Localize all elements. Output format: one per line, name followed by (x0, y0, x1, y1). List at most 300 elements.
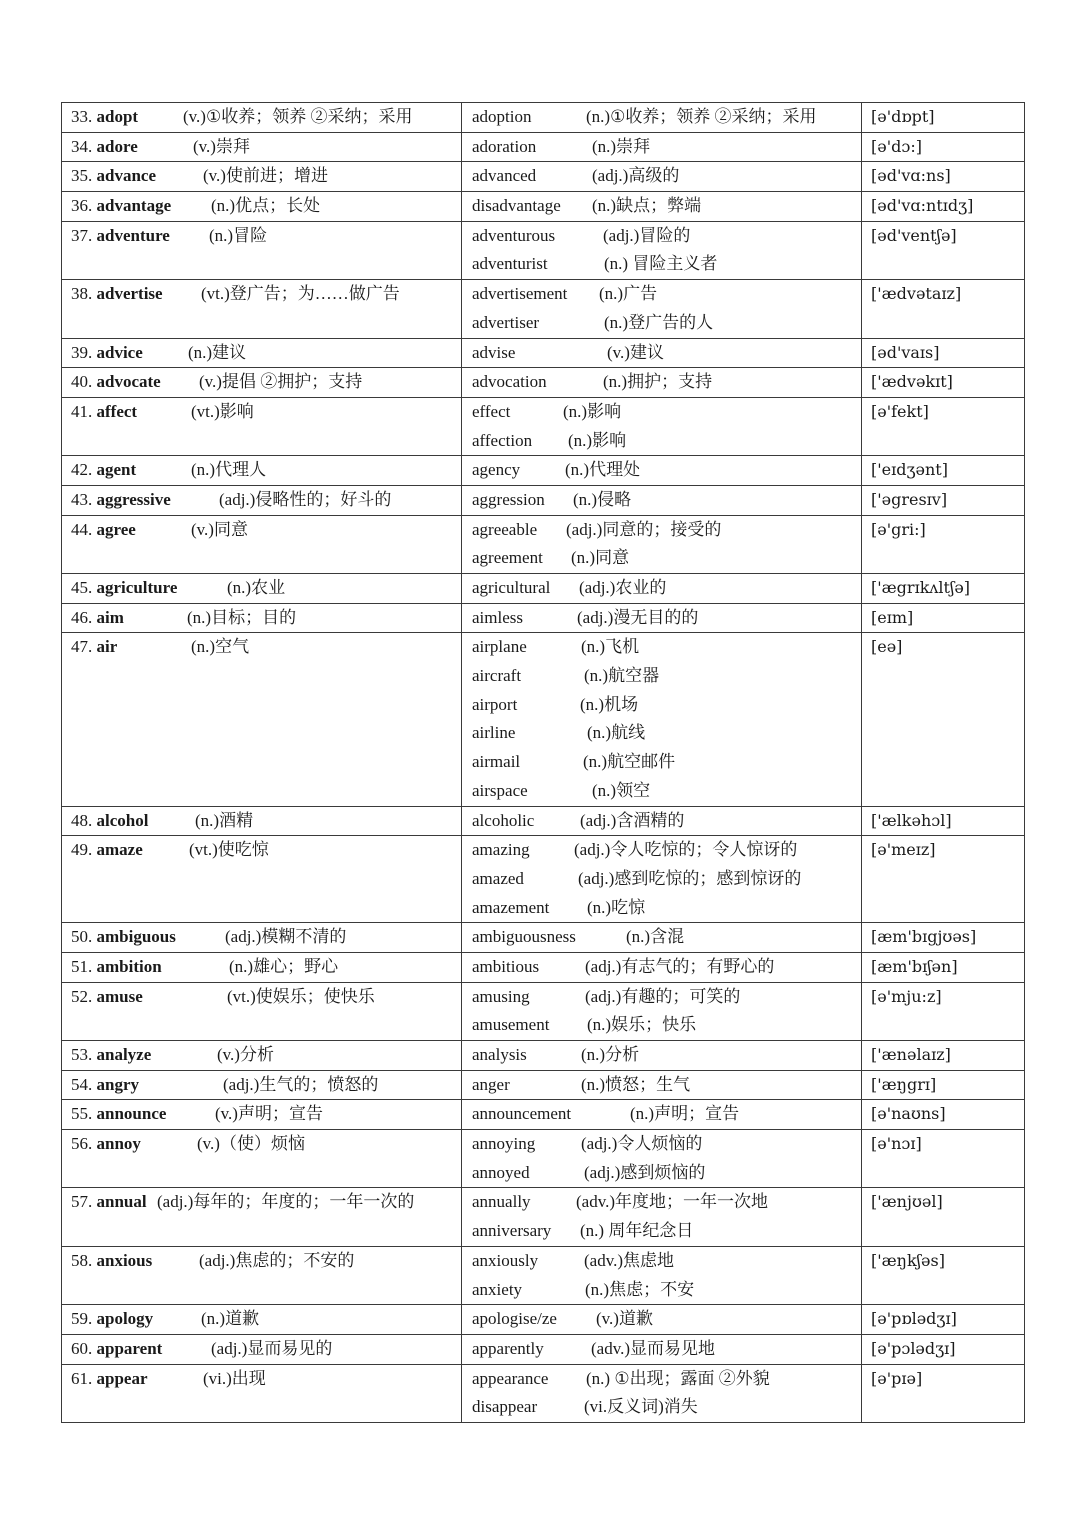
headword-group (71, 953, 229, 982)
derived-word: effect (472, 401, 511, 421)
table-row (62, 836, 1025, 923)
headword-definition: (adj.)侵略性的；好斗的 (219, 489, 392, 509)
derived-definition: (n.)缺点；弊端 (592, 196, 702, 216)
derived-definition: (n.)分析 (581, 1045, 640, 1064)
headword-line (62, 339, 461, 368)
derived-definition: (n.)声明；宣告 (630, 1104, 740, 1124)
headword-cell (62, 338, 462, 368)
derived-words-cell (462, 456, 862, 486)
derived-definition: (n.)航空器 (584, 666, 660, 686)
table-row (62, 397, 1025, 455)
headword-group (71, 1365, 203, 1394)
phonetic-cell (862, 397, 1025, 455)
phonetic-transcription: [ə'meɪz] (871, 840, 936, 860)
phonetic-transcription: [ə'fekt] (871, 401, 929, 421)
entry-number: 56. (71, 1134, 93, 1154)
phonetic-transcription: [ə'gri:] (871, 519, 926, 539)
headword: affect (96, 401, 138, 421)
derived-words-cell (462, 982, 862, 1040)
table-row (62, 485, 1025, 515)
headword-group (71, 1305, 201, 1334)
derived-word-line (462, 748, 861, 777)
phonetic-transcription: [eə] (871, 637, 903, 657)
headword-cell (62, 103, 462, 133)
derived-word: affection (472, 430, 533, 450)
derived-word: alcoholic (472, 810, 535, 830)
derived-word-line (462, 427, 861, 456)
derived-definition: (adj.)漫无目的的 (577, 607, 699, 627)
table-row (62, 633, 1025, 806)
derived-word: ambiguousness (472, 927, 576, 947)
headword-line (62, 486, 461, 515)
derived-definition: (n.)机场 (580, 694, 639, 714)
derived-definition: (n.) ①出现；露面 ②外貌 (586, 1368, 770, 1388)
phonetic-transcription: ['ægrɪkʌltʃə] (871, 578, 971, 597)
headword-line (62, 280, 461, 309)
table-row (62, 1334, 1025, 1364)
headword-group (71, 398, 191, 427)
phonetic-transcription: [ə'naʊns] (871, 1104, 946, 1124)
headword-line (62, 953, 461, 982)
derived-words-cell (462, 485, 862, 515)
derived-definition: (adv.)年度地；一年一次地 (576, 1192, 769, 1212)
headword-cell (62, 574, 462, 604)
derived-word: aggression (472, 489, 545, 509)
derived-definition: (adv.)显而易见地 (591, 1338, 716, 1358)
derived-word-line (462, 192, 861, 221)
headword-definition: (vi.)出现 (203, 1368, 266, 1388)
table-row (62, 1100, 1025, 1130)
derived-word-line (462, 250, 861, 279)
derived-word-line (462, 604, 861, 633)
entry-number: 51. (71, 956, 93, 976)
derived-word-line (462, 1335, 861, 1364)
phonetic-cell (862, 338, 1025, 368)
headword-definition: (n.)道歉 (201, 1309, 260, 1329)
headword: appear (96, 1368, 148, 1388)
derived-definition: (n.)领空 (592, 780, 651, 800)
headword-group (71, 339, 188, 368)
derived-word-line (462, 1365, 861, 1394)
derived-word: aimless (472, 607, 523, 627)
headword-definition: (vt.)使吃惊 (189, 840, 269, 860)
table-row (62, 456, 1025, 486)
headword-definition: (v.)分析 (217, 1045, 274, 1064)
headword-line (62, 1335, 461, 1364)
table-row (62, 1188, 1025, 1246)
derived-words-cell (462, 1100, 862, 1130)
headword-definition: (n.)代理人 (191, 460, 267, 480)
headword-line (62, 836, 461, 865)
derived-word: advertisement (472, 284, 568, 304)
phonetic-transcription: ['eɪdʒənt] (871, 460, 948, 480)
headword-cell (62, 162, 462, 192)
derived-words-cell (462, 162, 862, 192)
entry-number: 46. (71, 607, 93, 627)
derived-definition: (n.)飞机 (581, 637, 640, 657)
headword-line (62, 368, 461, 397)
headword-cell (62, 1188, 462, 1246)
derived-words-cell (462, 1070, 862, 1100)
table-row (62, 162, 1025, 192)
entry-number: 44. (71, 519, 93, 539)
derived-word-line (462, 953, 861, 982)
headword: amaze (96, 840, 143, 860)
phonetic-cell (862, 368, 1025, 398)
derived-definition: (n.)代理处 (565, 460, 641, 480)
headword-group (71, 133, 193, 162)
phonetic-transcription: ['əgresɪv] (871, 489, 948, 509)
table-row (62, 952, 1025, 982)
derived-definition: (n.)航空邮件 (583, 752, 676, 772)
table-row (62, 806, 1025, 836)
table-row (62, 982, 1025, 1040)
phonetic-cell (862, 515, 1025, 573)
derived-definition: (adj.)令人烦恼的 (581, 1134, 703, 1154)
derived-word: agency (472, 460, 521, 480)
derived-word-line (462, 1276, 861, 1305)
table-row (62, 1041, 1025, 1071)
headword-line (62, 1041, 461, 1070)
derived-definition: (adj.)农业的 (579, 578, 667, 597)
headword-group (71, 368, 199, 397)
phonetic-transcription: [ə'dɔ:] (871, 136, 922, 156)
table-row (62, 338, 1025, 368)
headword-cell (62, 633, 462, 806)
headword: air (96, 637, 118, 657)
phonetic-cell (862, 280, 1025, 338)
derived-definition: (n.)含混 (626, 927, 685, 947)
headword-definition: (adj.)模糊不清的 (225, 927, 347, 947)
headword: alcohol (96, 810, 149, 830)
derived-word-line (462, 777, 861, 806)
headword-definition: (v.)使前进；增进 (203, 166, 328, 186)
headword: adore (96, 136, 138, 156)
derived-word-line (462, 836, 861, 865)
phonetic-transcription: ['ædvəkɪt] (871, 372, 953, 392)
phonetic-cell (862, 952, 1025, 982)
phonetic-cell (862, 1334, 1025, 1364)
table-row (62, 368, 1025, 398)
headword: advance (96, 166, 156, 186)
derived-word-line (462, 894, 861, 923)
headword: annoy (96, 1134, 141, 1154)
headword-cell (62, 952, 462, 982)
derived-definition: (n.)崇拜 (592, 136, 651, 156)
derived-words-cell (462, 368, 862, 398)
derived-definition: (adj.)有志气的；有野心的 (585, 956, 775, 976)
phonetic-cell (862, 1100, 1025, 1130)
headword-line (62, 604, 461, 633)
headword-cell (62, 982, 462, 1040)
headword-cell (62, 806, 462, 836)
headword-group (71, 222, 209, 251)
headword: apology (96, 1309, 154, 1329)
headword-cell (62, 1130, 462, 1188)
derived-word-line (462, 1305, 861, 1334)
headword: analyze (96, 1045, 152, 1064)
phonetic-cell (862, 1130, 1025, 1188)
headword-group (71, 1247, 199, 1276)
phonetic-transcription: [əd'vɑ:ntɪdʒ] (871, 196, 974, 216)
phonetic-cell (862, 456, 1025, 486)
derived-word-line (462, 1247, 861, 1276)
headword: aggressive (96, 489, 171, 509)
derived-word-line (462, 516, 861, 545)
derived-word-line (462, 1217, 861, 1246)
headword-definition: (vt.)登广告；为……做广告 (201, 284, 400, 304)
derived-words-cell (462, 1364, 862, 1422)
headword: agriculture (96, 578, 178, 597)
headword: ambition (96, 956, 162, 976)
headword-definition: (v.)（使）烦恼 (197, 1134, 305, 1154)
table-row (62, 192, 1025, 222)
headword-cell (62, 456, 462, 486)
headword-cell (62, 1070, 462, 1100)
derived-definition: (n.)拥护；支持 (603, 372, 713, 392)
derived-word-line (462, 162, 861, 191)
derived-word-line (462, 456, 861, 485)
derived-definition: (v.)建议 (607, 342, 664, 362)
derived-word-line (462, 1393, 861, 1422)
headword-definition: (v.)声明；宣告 (215, 1104, 323, 1124)
headword-cell (62, 603, 462, 633)
headword-definition: (n.)优点；长处 (211, 196, 321, 216)
derived-word-line (462, 574, 861, 603)
derived-definition: (n.)登广告的人 (604, 312, 714, 332)
derived-words-cell (462, 806, 862, 836)
derived-word: ambitious (472, 956, 540, 976)
derived-word: agreeable (472, 519, 538, 539)
derived-word-line (462, 544, 861, 573)
phonetic-transcription: [ə'nɔɪ] (871, 1134, 922, 1154)
derived-word: anxiety (472, 1279, 523, 1299)
phonetic-cell (862, 923, 1025, 953)
derived-word-line (462, 1130, 861, 1159)
headword: advantage (96, 196, 172, 216)
headword-line (62, 516, 461, 545)
headword-group (71, 162, 203, 191)
table-row (62, 221, 1025, 279)
entry-number: 47. (71, 637, 93, 657)
phonetic-transcription: [æm'bɪʃən] (871, 956, 958, 976)
headword: adopt (96, 107, 139, 126)
derived-definition: (n.)航线 (587, 723, 646, 743)
entry-number: 41. (71, 401, 93, 421)
headword-cell (62, 1334, 462, 1364)
headword-cell (62, 280, 462, 338)
phonetic-cell (862, 162, 1025, 192)
entry-number: 58. (71, 1250, 93, 1270)
headword: agree (96, 519, 136, 539)
headword-definition: (n.)目标；目的 (187, 607, 297, 627)
headword: ambiguous (96, 927, 176, 947)
derived-definition: (n.)①收养；领养 ②采纳；采用 (586, 107, 817, 126)
phonetic-transcription: [ə'pɔlədʒɪ] (871, 1338, 956, 1358)
derived-word-line (462, 662, 861, 691)
derived-word-line (462, 398, 861, 427)
phonetic-transcription: ['ælkəhɔl] (871, 810, 952, 830)
derived-word: annoyed (472, 1162, 530, 1182)
derived-word-line (462, 339, 861, 368)
entry-number: 38. (71, 284, 93, 304)
headword-definition: (adj.)生气的；愤怒的 (223, 1074, 379, 1094)
headword-line (62, 983, 461, 1012)
headword-line (62, 1188, 461, 1217)
entry-number: 52. (71, 986, 93, 1006)
phonetic-cell (862, 633, 1025, 806)
table-row (62, 515, 1025, 573)
derived-word-line (462, 633, 861, 662)
derived-word: advocation (472, 372, 547, 392)
derived-word: anger (472, 1074, 510, 1094)
headword-cell (62, 1100, 462, 1130)
phonetic-cell (862, 1188, 1025, 1246)
headword-group (71, 983, 227, 1012)
headword-cell (62, 1041, 462, 1071)
derived-words-cell (462, 338, 862, 368)
vocabulary-table-body (62, 103, 1025, 1423)
headword-definition: (n.)空气 (191, 637, 250, 657)
derived-definition: (adj.)感到吃惊的；感到惊讶的 (578, 868, 802, 888)
headword-line (62, 633, 461, 662)
headword: anxious (96, 1250, 153, 1270)
phonetic-cell (862, 1364, 1025, 1422)
entry-number: 55. (71, 1104, 93, 1124)
derived-word: annually (472, 1192, 531, 1212)
headword: announce (96, 1104, 167, 1124)
entry-number: 57. (71, 1192, 93, 1212)
derived-definition: (n.)影响 (563, 401, 622, 421)
derived-word: amusement (472, 1015, 550, 1035)
entry-number: 40. (71, 372, 93, 392)
headword: angry (96, 1074, 139, 1094)
derived-word: adventurist (472, 254, 548, 274)
headword: apparent (96, 1338, 163, 1358)
derived-words-cell (462, 923, 862, 953)
derived-definition: (vi.反义词)消失 (584, 1397, 698, 1417)
headword-line (62, 192, 461, 221)
phonetic-transcription: [ə'dɒpt] (871, 107, 935, 126)
table-row (62, 280, 1025, 338)
headword-definition: (adj.)每年的；年度的；一年一次的 (157, 1192, 415, 1212)
derived-word: airline (472, 723, 516, 743)
derived-words-cell (462, 192, 862, 222)
derived-word: apparently (472, 1338, 544, 1358)
derived-word-line (462, 983, 861, 1012)
headword: agent (96, 460, 137, 480)
table-row (62, 1070, 1025, 1100)
phonetic-cell (862, 132, 1025, 162)
headword-cell (62, 192, 462, 222)
phonetic-transcription: [əd'vaɪs] (871, 342, 940, 362)
entry-number: 48. (71, 810, 93, 830)
headword-cell (62, 221, 462, 279)
entry-number: 35. (71, 166, 93, 186)
headword-group (71, 604, 187, 633)
derived-word-line (462, 133, 861, 162)
headword-line (62, 1365, 461, 1394)
headword-group (71, 1335, 211, 1364)
derived-word-line (462, 368, 861, 397)
phonetic-cell (862, 1070, 1025, 1100)
headword-definition: (n.)建议 (188, 342, 247, 362)
phonetic-cell (862, 982, 1025, 1040)
vocabulary-table (61, 102, 1025, 1423)
derived-definition: (n.)同意 (571, 548, 630, 568)
derived-word: anxiously (472, 1250, 539, 1270)
headword: aim (96, 607, 124, 627)
derived-word: amazement (472, 897, 550, 917)
derived-words-cell (462, 1130, 862, 1188)
headword-line (62, 807, 461, 836)
headword-group (71, 103, 183, 132)
headword-group (71, 280, 201, 309)
derived-word-line (462, 923, 861, 952)
phonetic-cell (862, 574, 1025, 604)
headword-line (62, 133, 461, 162)
derived-word-line (462, 222, 861, 251)
phonetic-cell (862, 603, 1025, 633)
derived-words-cell (462, 1305, 862, 1335)
derived-words-cell (462, 103, 862, 133)
phonetic-transcription: [ə'pɒlədʒɪ] (871, 1309, 957, 1329)
headword-definition: (n.)冒险 (209, 225, 268, 245)
phonetic-cell (862, 1041, 1025, 1071)
derived-word: disappear (472, 1397, 538, 1417)
derived-definition: (n.)侵略 (573, 489, 632, 509)
phonetic-transcription: [ə'mju:z] (871, 986, 942, 1006)
headword-definition: (v.)崇拜 (193, 136, 250, 156)
headword-cell (62, 397, 462, 455)
headword-cell (62, 1305, 462, 1335)
derived-definition: (v.)道歉 (596, 1309, 653, 1329)
entry-number: 34. (71, 136, 93, 156)
table-row (62, 1246, 1025, 1304)
phonetic-cell (862, 221, 1025, 279)
headword-line (62, 923, 461, 952)
headword-cell (62, 1364, 462, 1422)
headword-definition: (n.)农业 (227, 578, 286, 597)
phonetic-transcription: [əd'vɑ:ns] (871, 166, 951, 186)
phonetic-transcription: ['ænəlaɪz] (871, 1045, 951, 1064)
headword-line (62, 1130, 461, 1159)
entry-number: 50. (71, 927, 93, 947)
headword-group (71, 574, 227, 603)
derived-definition: (adj.)感到烦恼的 (584, 1162, 706, 1182)
derived-word: amusing (472, 986, 530, 1006)
derived-word: appearance (472, 1368, 549, 1388)
derived-word: adventurous (472, 225, 556, 245)
headword-cell (62, 836, 462, 923)
headword-line (62, 1100, 461, 1129)
derived-word: airmail (472, 752, 521, 772)
headword-line (62, 456, 461, 485)
headword-group (71, 486, 219, 515)
headword-group (71, 807, 195, 836)
derived-word-line (462, 103, 861, 132)
phonetic-cell (862, 1246, 1025, 1304)
headword-line (62, 103, 461, 132)
headword-definition: (v.)①收养；领养 ②采纳；采用 (183, 107, 413, 126)
derived-definition: (n.)影响 (568, 430, 627, 450)
headword-line (62, 222, 461, 251)
derived-words-cell (462, 515, 862, 573)
entry-number: 42. (71, 460, 93, 480)
derived-words-cell (462, 633, 862, 806)
headword-cell (62, 132, 462, 162)
headword-group (71, 836, 189, 865)
